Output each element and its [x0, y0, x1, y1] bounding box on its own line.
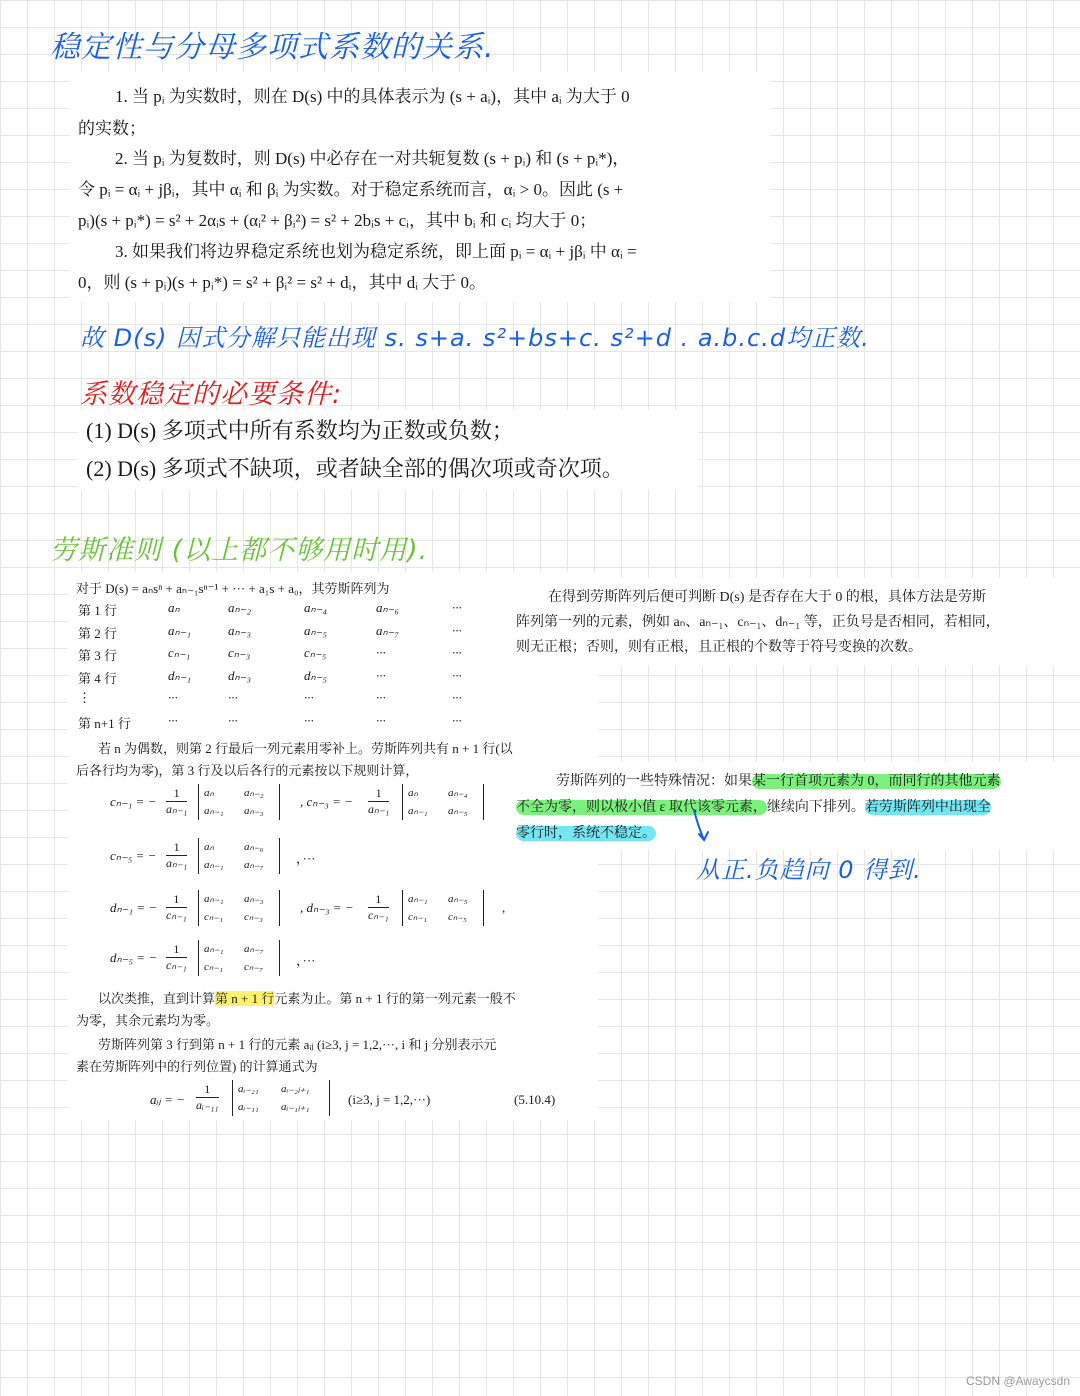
routh-array-cell: cₙ₋₅ [304, 645, 327, 660]
para-line-3: 2. 当 pᵢ 为复数时，则 D(s) 中必存在一对共轭复数 (s + pᵢ) 和 (s + pᵢ*)， [115, 149, 630, 168]
necessary-condition-text: 系数稳定的必要条件: [80, 379, 343, 410]
routh-array-cell: aₙ₋₄ [304, 600, 328, 615]
routh-row-label: 第 1 行 [78, 603, 118, 618]
routh-array-cell: ··· [228, 712, 238, 728]
handwritten-conclusion: 故 D(s) 因式分解只能出现 s. s+a. s²+bs+c. s²+d . a.b.c.d均正数. [80, 324, 870, 352]
routh-row-label: 第 3 行 [78, 648, 118, 663]
routh-row-label: 第 n+1 行 [78, 715, 131, 731]
highlight-row-n-plus-1: 第 n + 1 行 [215, 991, 275, 1006]
special-line-3 [516, 822, 656, 842]
routh-text-2b: 为零，其余元素均为零。 [76, 1013, 220, 1028]
routh-text-3a: 劳斯阵列第 3 行到第 n + 1 行的元素 aᵢⱼ (i≥3, j = 1,2,···, i 和 j 分别表示元 [98, 1037, 497, 1052]
equation-number: (5.10.4) [514, 1092, 556, 1107]
routh-array-cell: ··· [376, 667, 386, 683]
routh-array-cell: cₙ₋₃ [228, 645, 251, 660]
watermark: CSDN @Awaycsdn [966, 1374, 1070, 1388]
routh-array-cell: aₙ₋₇ [376, 622, 400, 638]
routh-array-cell: ··· [228, 690, 238, 705]
routh-text-2a [98, 988, 516, 1007]
routh-array-cell: dₙ₋₁ [168, 667, 192, 683]
sign-change-paragraph [512, 578, 1080, 666]
routh-array-cell: ··· [452, 622, 462, 638]
routh-array-cell: ··· [168, 712, 178, 728]
condition-2: (2) D(s) 多项式不缺项，或者缺全部的偶次项或奇次项。 [86, 456, 624, 481]
routh-array-cell: dₙ₋₃ [228, 667, 252, 683]
handwritten-routh-heading: 劳斯准则 (以上都不够用时用). [50, 535, 429, 566]
condition-1: (1) D(s) 多项式中所有系数均为正数或负数； [86, 418, 514, 443]
routh-array-cell: ··· [452, 667, 462, 683]
para-line-5: pᵢ)(s + pᵢ*) = s² + 2αᵢs + (αᵢ² + βᵢ²) = s² + 2bᵢs + cᵢ，其中 bᵢ 和 cᵢ 均大于 0； [78, 211, 597, 230]
special-cases-paragraph [512, 762, 1080, 850]
handwritten-arrow [690, 808, 720, 848]
highlight-all-zero-row: 若劳斯阵列中出现全 [864, 800, 991, 815]
routh-array-block: 对于 D(s) = aₙsⁿ + aₙ₋₁sⁿ⁻¹ + ··· + a₁s + a₀，其劳斯阵列为 第 1 行 aₙ aₙ₋₂ aₙ₋₄ aₙ₋₆ ··· 第 2 行 aₙ₋₁ aₙ₋₃ aₙ₋₅ aₙ₋₇ ··· 第 3 行 cₙ₋₁ cₙ₋₃ cₙ₋₅ ··· ··· 第 4 行 dₙ₋₁ dₙ₋₃ dₙ₋₅ ··· ··· ⋮ ··· ··· ··· ··· ··· 第 n+1 行 ··· ··· ··· ··· ··· 若 n 为偶数，则第 2 行最后一列元素用零补上。劳斯阵列共有 n + 1 行(以 后各行均为零)，第 3 行及以后各行的元素按以下规则计算， cₙ₋₁ = − $\frac{1}{\text{aₙ₋₁}}$ aₙ aₙ₋₂ aₙ₋₁ aₙ₋₃ , cₙ₋₃ = − $\frac{1}{\text{aₙ₋₁}}$ aₙ aₙ₋₄ aₙ₋₁ aₙ₋₅ cₙ₋₅ = − $\frac{1}{\text{aₙ₋₁}}$ aₙ aₙ₋₆ aₙ₋₁ aₙ₋₇ ，··· dₙ₋₁ = − $\frac{1}{\text{cₙ₋₁}}$ aₙ₋₁ aₙ₋₃ cₙ₋₁ cₙ₋₃ , dₙ₋₃ = − $\frac{1}{\text{cₙ₋₁}}$ aₙ₋₁ aₙ₋₅ cₙ₋₁ cₙ₋₅ , dₙ₋₅ = − $\frac{1}{\text{cₙ₋₁}}$ aₙ₋₁ aₙ₋₇ cₙ₋₁ cₙ₋₇ ，··· 以次类推，直到计算第 n + 1 行元素为止。第 n + 1 行的第一列元素一般不 为零，其余元素均为零。 劳斯阵列第 3 行到第 n + 1 行的元素 aᵢⱼ (i≥3, j = 1,2,···, i 和 j 分别表示元 素在劳斯阵列中的行列位置) 的计算通式为 aᵢⱼ = − $\frac{1}{\text{aᵢ₋₁₁}}$ aᵢ₋₂₁ aᵢ₋₂ⱼ₊₁ aᵢ₋₁₁ aᵢ₋₁ⱼ₊₁ (i≥3, j = 1,2,···) (5.10.4) [68, 572, 598, 1120]
routh-array-cell: ··· [452, 712, 462, 728]
highlight-first-element-zero: 某一行首项元素为 0，而同行的其他元素 [752, 774, 1001, 789]
formula-aij-condition: (i≥3, j = 1,2,···) [348, 1092, 431, 1107]
para-line-6: 3. 如果我们将边界稳定系统也划为稳定系统，即上面 pᵢ = αᵢ + jβᵢ 中 αᵢ = [115, 242, 637, 261]
special-line-1 [556, 770, 1001, 790]
routh-array-cell: cₙ₋₁ [168, 645, 191, 660]
special-line-2-plain: 继续向下排列。 [766, 800, 865, 815]
routh-array-cell: ··· [304, 712, 314, 728]
routh-array-cell: aₙ₋₆ [376, 600, 400, 615]
para-line-1: 1. 当 pᵢ 为实数时，则在 D(s) 中的具体表示为 (s + aᵢ)，其中 aᵢ 为大于 0 [115, 87, 630, 106]
routh-array-cell: aₙ₋₅ [304, 622, 328, 638]
routh-row-label: 第 2 行 [78, 625, 118, 641]
routh-array-cell: ··· [168, 690, 178, 705]
highlight-unstable: 零行时，系统不稳定。 [516, 826, 656, 841]
handwritten-note: 从正.负趋向 0 得到. [696, 856, 922, 884]
routh-array-cell: ··· [376, 645, 386, 660]
right-line-2: 阵列第一列的元素，例如 aₙ、aₙ₋₁、cₙ₋₁、dₙ₋₁ 等，正负号是否相同，若相同， [516, 615, 1000, 630]
routh-text-3b: 素在劳斯阵列中的行列位置) 的计算通式为 [76, 1059, 318, 1074]
routh-array-cell: aₙ₋₂ [228, 600, 252, 615]
routh-text-1a: 若 n 为偶数，则第 2 行最后一列元素用零补上。劳斯阵列共有 n + 1 行(以 [98, 741, 513, 756]
routh-array-cell: ··· [304, 690, 314, 705]
routh-array-cell: ··· [376, 690, 386, 705]
para-line-7: 0，则 (s + pᵢ)(s + pᵢ*) = s² + βᵢ² = s² + dᵢ，其中 dᵢ 大于 0。 [78, 273, 486, 292]
formula-ellipsis-2: ，··· [296, 953, 316, 968]
routh-array-cell: aₙ₋₃ [228, 622, 252, 638]
routh-text-2a-post: 元素为止。第 n + 1 行的第一列元素一般不 [274, 991, 516, 1006]
routh-text-2a-pre: 以次类推，直到计算 [98, 991, 216, 1006]
routh-array-cell: ··· [452, 690, 462, 705]
stability-relation-paragraph [70, 72, 770, 302]
routh-intro: 对于 D(s) = aₙsⁿ + aₙ₋₁sⁿ⁻¹ + ··· + a₁s + a₀，其劳斯阵列为 [76, 581, 390, 596]
routh-text-1b: 后各行均为零)，第 3 行及以后各行的元素按以下规则计算， [76, 763, 419, 778]
formula-ellipsis-1: ，··· [296, 851, 316, 866]
right-line-1: 在得到劳斯阵列后便可判断 D(s) 是否存在大于 0 的根，具体方法是劳斯 [548, 590, 986, 605]
highlight-epsilon-replace: 不全为零，则以极小值 ε 取代该零元素， [516, 800, 767, 815]
para-line-4: 令 pᵢ = αᵢ + jβᵢ，其中 αᵢ 和 βᵢ 为实数。对于稳定系统而言，αᵢ > 0。因此 (s + [78, 180, 624, 199]
routh-array-cell: dₙ₋₅ [304, 667, 328, 683]
necessary-conditions [78, 410, 698, 490]
handwritten-necessary-condition [80, 372, 342, 411]
routh-row-label: 第 4 行 [78, 670, 118, 686]
special-line-2 [516, 796, 991, 816]
para-line-2: 的实数； [78, 119, 146, 138]
handwritten-title: 稳定性与分母多项式系数的关系. [50, 30, 495, 65]
right-line-3: 则无正根；否则，则有正根，且正根的个数等于符号变换的次数。 [516, 640, 922, 655]
routh-array-cell: aₙ₋₁ [168, 622, 192, 638]
routh-array-cell: aₙ [168, 600, 180, 615]
routh-array-cell: ··· [376, 712, 386, 728]
special-line-1-plain: 劳斯阵列的一些特殊情况：如果 [556, 774, 752, 789]
routh-array-cell: ··· [452, 600, 462, 615]
routh-array-cell: ··· [452, 645, 462, 660]
routh-row-label: ⋮ [78, 690, 91, 705]
